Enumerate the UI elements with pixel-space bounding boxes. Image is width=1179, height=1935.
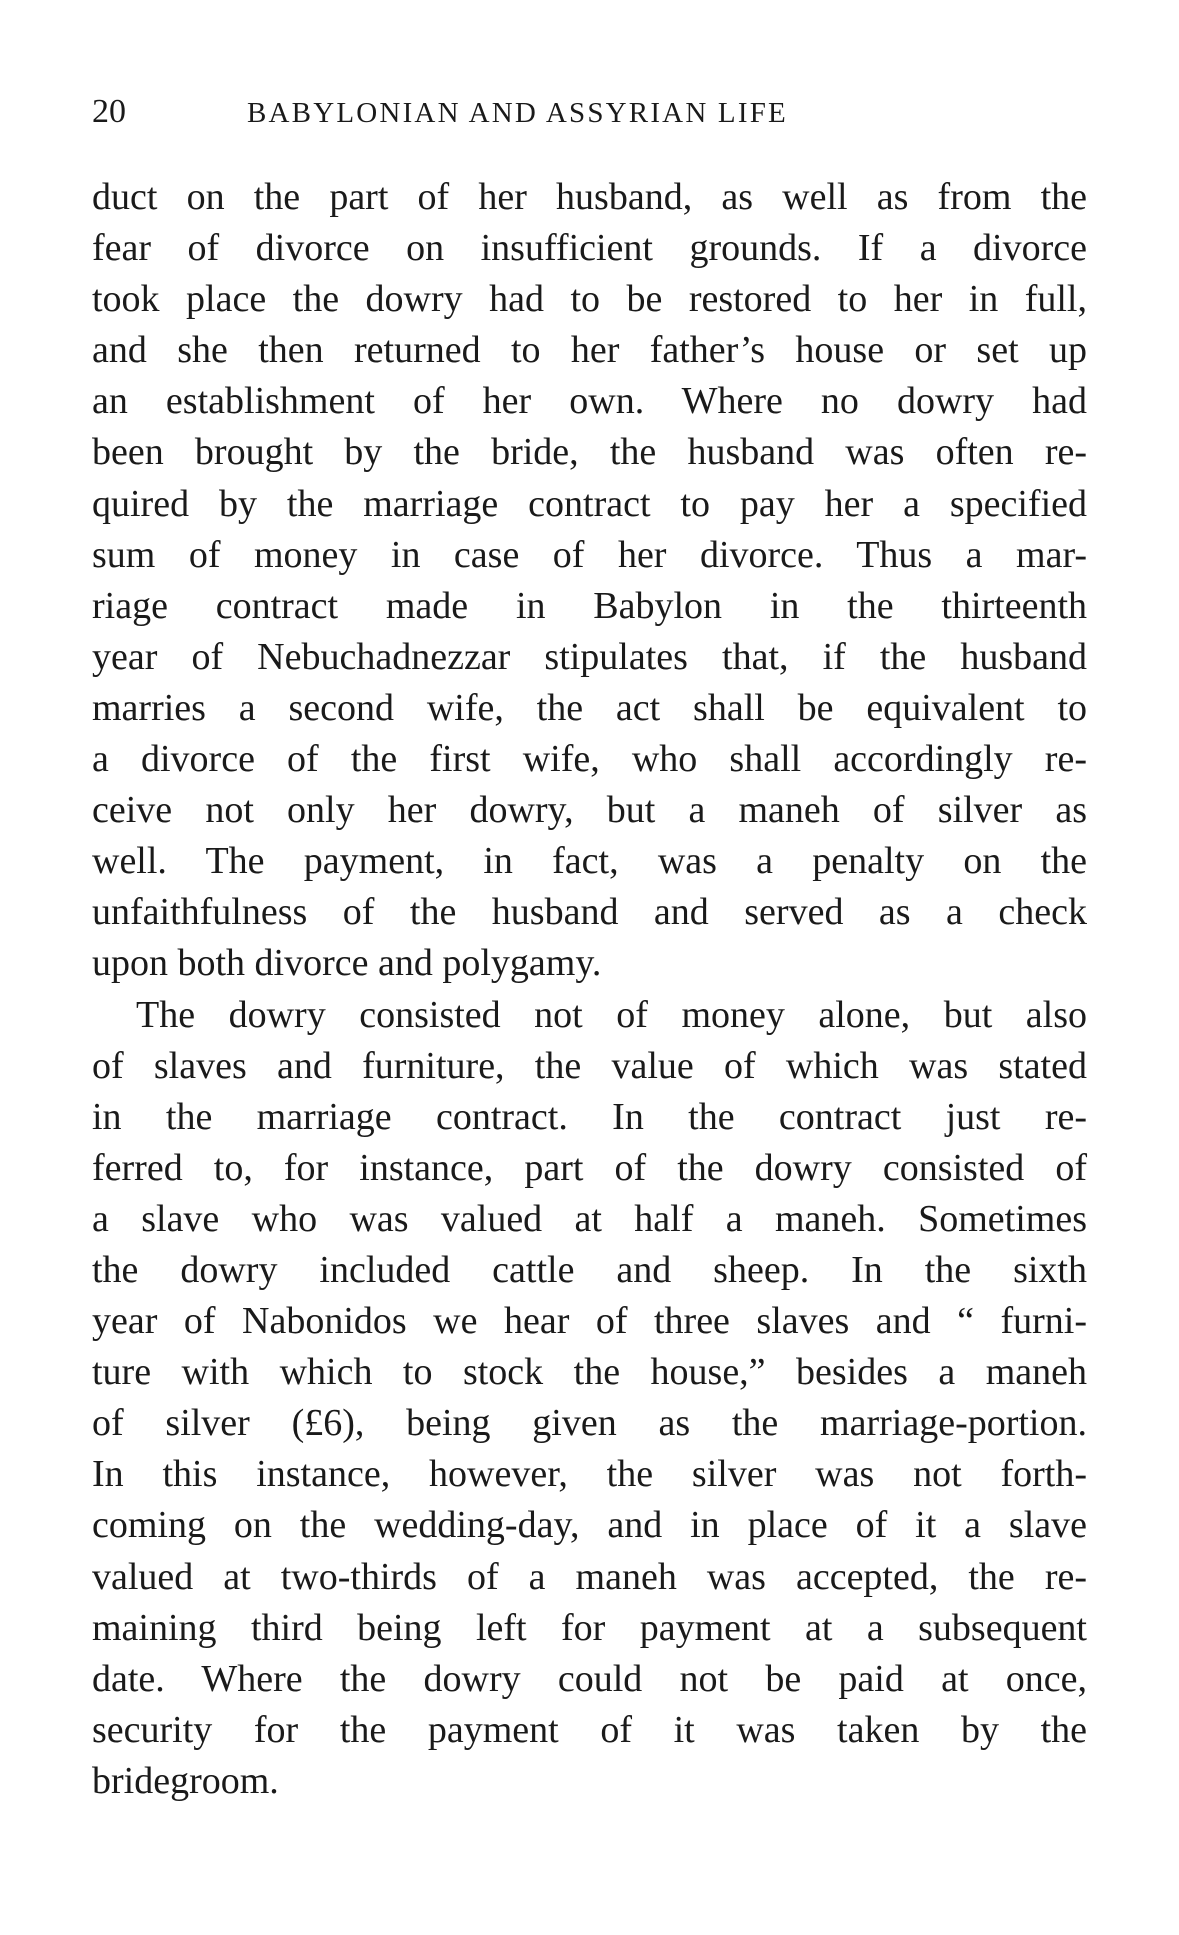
text-line: upon both divorce and polygamy. (92, 942, 602, 985)
text-line: ture with which to stock the house,” besides a maneh (92, 1351, 1087, 1394)
paragraph-2 (92, 990, 1087, 1808)
text-line: ceive not only her dowry, but a maneh of silver as (92, 789, 1087, 832)
text-line: an establishment of her own. Where no dowry had (92, 380, 1087, 423)
text-line: quired by the marriage contract to pay her a specified (92, 482, 1087, 525)
text-line: ferred to, for instance, part of the dowry consisted of (92, 1146, 1087, 1189)
text-line: well. The payment, in fact, was a penalty on the (92, 840, 1087, 883)
text-line: unfaithfulness of the husband and served as a check (92, 891, 1087, 934)
text-line: a slave who was valued at half a maneh. Sometimes (92, 1197, 1087, 1240)
text-line: of slaves and furniture, the value of which was stated (92, 1044, 1087, 1087)
text-line: a divorce of the first wife, who shall accordingly re- (92, 738, 1087, 781)
text-line: duct on the part of her husband, as well as from the (92, 176, 1087, 218)
body-text (92, 172, 1087, 1807)
text-line: the dowry included cattle and sheep. In the sixth (92, 1248, 1087, 1291)
text-line: year of Nebuchadnezzar stipulates that, if the husband (92, 635, 1087, 678)
paragraph-1 (92, 172, 1087, 990)
text-line: in the marriage contract. In the contract just re- (92, 1095, 1087, 1138)
text-line: took place the dowry had to be restored to her in full, (92, 278, 1087, 321)
running-head (92, 92, 1087, 132)
text-line: and she then returned to her father’s house or set up (92, 329, 1087, 372)
running-title: BABYLONIAN AND ASSYRIAN LIFE (247, 97, 788, 129)
text-line: year of Nabonidos we hear of three slaves and “ furni- (92, 1300, 1087, 1343)
text-line: sum of money in case of her divorce. Thus a mar- (92, 533, 1087, 576)
text-line: security for the payment of it was taken by the (92, 1708, 1087, 1751)
text-line: In this instance, however, the silver was not forth- (92, 1453, 1087, 1496)
text-line: fear of divorce on insufficient grounds. If a divorce (92, 227, 1087, 270)
text-line: maining third being left for payment at a subsequent (92, 1606, 1087, 1649)
text-line: bridegroom. (92, 1759, 279, 1802)
text-line: valued at two-thirds of a maneh was accepted, the re- (92, 1555, 1087, 1598)
text-line: date. Where the dowry could not be paid at once, (92, 1657, 1087, 1700)
page-number: 20 (92, 93, 126, 130)
text-line: The dowry consisted not of money alone, but also (136, 993, 1087, 1036)
text-line: coming on the wedding-day, and in place of it a slave (92, 1504, 1087, 1547)
text-line: of silver (£6), being given as the marriage-portion. (92, 1402, 1087, 1445)
text-line: riage contract made in Babylon in the thirteenth (92, 584, 1087, 627)
text-line: marries a second wife, the act shall be equivalent to (92, 686, 1087, 729)
text-line: been brought by the bride, the husband was often re- (92, 431, 1087, 474)
